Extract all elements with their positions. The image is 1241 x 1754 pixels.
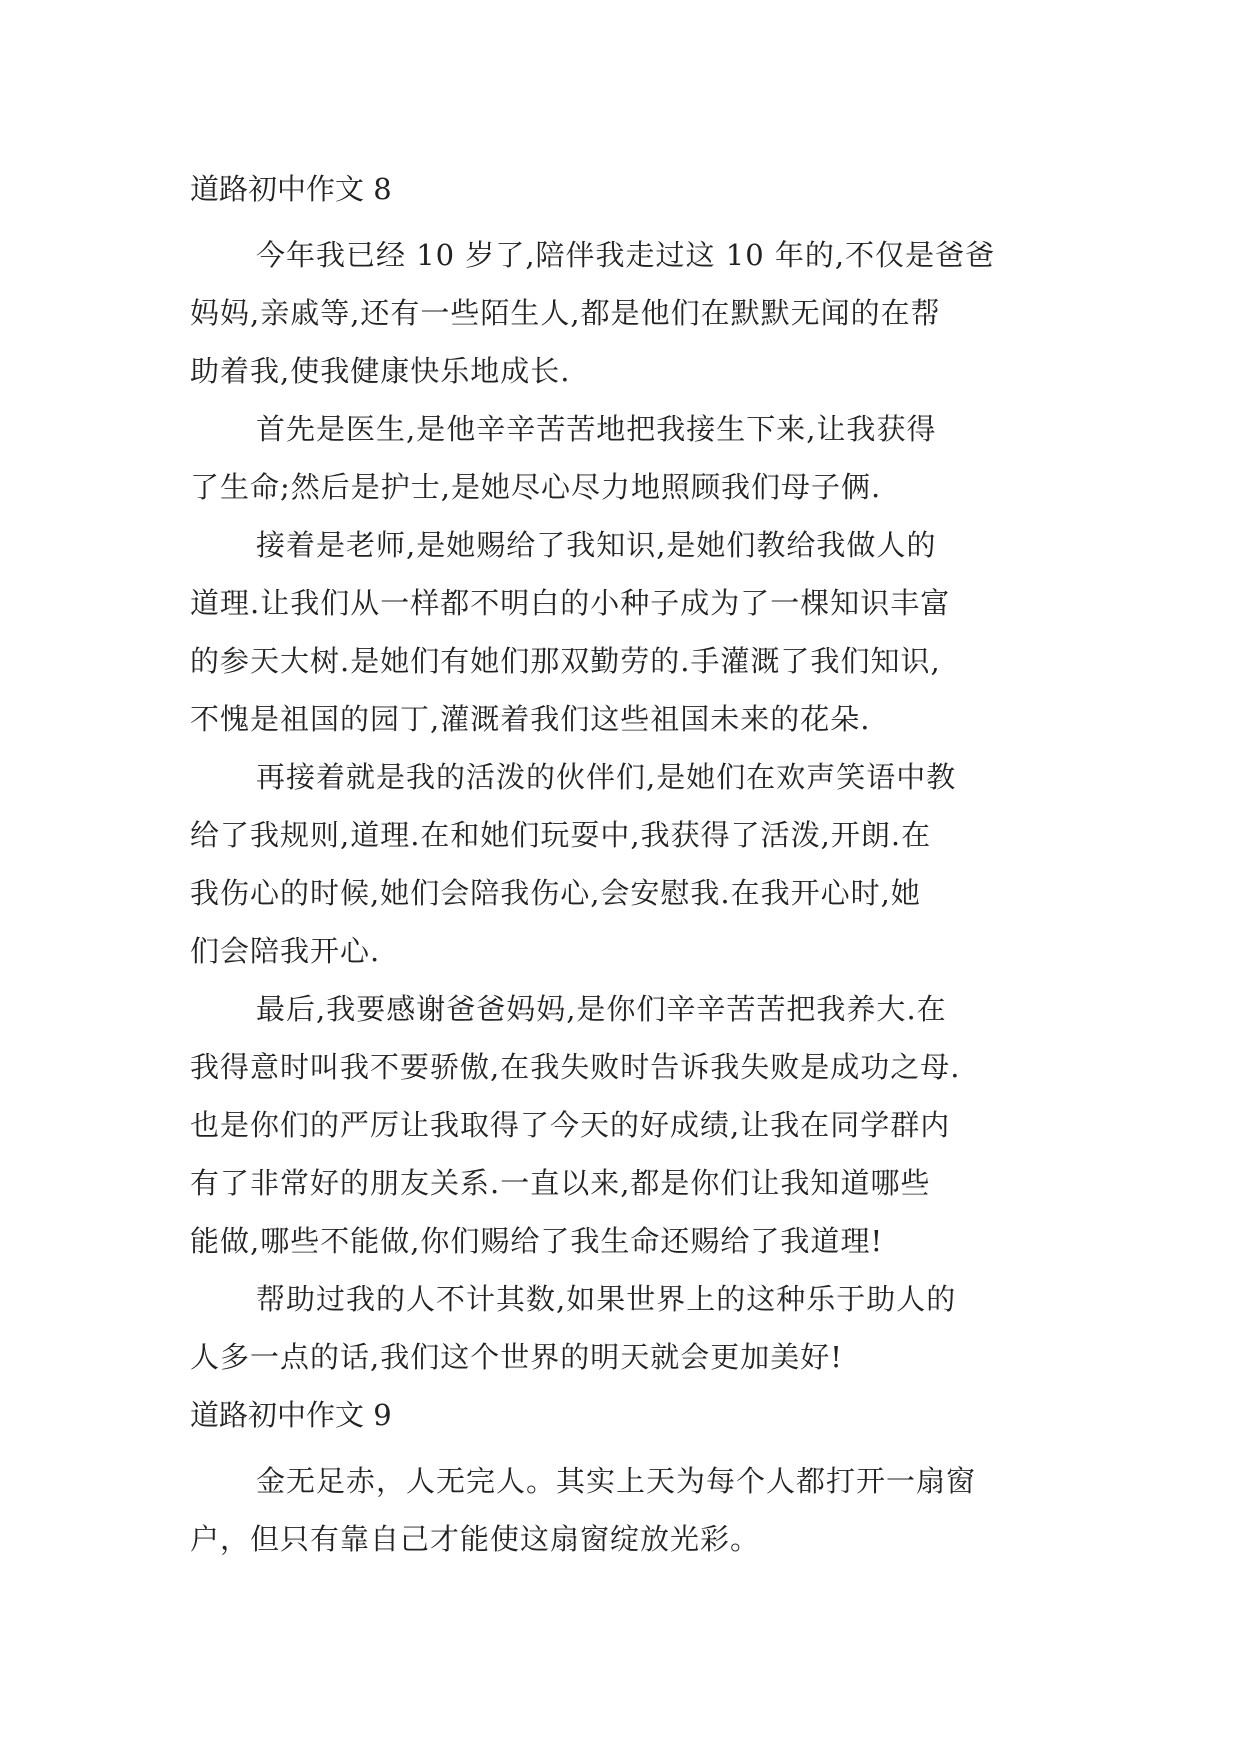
text-line: 妈妈,亲戚等,还有一些陌生人,都是他们在默默无闻的在帮 xyxy=(190,296,941,330)
document-page xyxy=(190,160,1050,1568)
text-line: 接着是老师,是她赐给了我知识,是她们教给我做人的 xyxy=(256,528,937,562)
paragraph xyxy=(190,980,1050,1270)
text-line: 我伤心的时候,她们会陪我伤心,会安慰我.在我开心时,她 xyxy=(190,876,921,910)
paragraph xyxy=(190,748,1050,980)
section-title: 道路初中作文 8 xyxy=(190,172,392,206)
text-line: 助着我,使我健康快乐地成长. xyxy=(190,354,571,388)
paragraph xyxy=(190,1452,1050,1568)
text-line: 了生命;然后是护士,是她尽心尽力地照顾我们母子俩. xyxy=(190,470,882,504)
paragraph xyxy=(190,516,1050,748)
text-line: 的参天大树.是她们有她们那双勤劳的.手灌溉了我们知识, xyxy=(190,644,941,678)
text-line: 人多一点的话,我们这个世界的明天就会更加美好! xyxy=(190,1340,843,1374)
section-title: 道路初中作文 9 xyxy=(190,1398,392,1432)
text-line: 今年我已经 10 岁了,陪伴我走过这 10 年的,不仅是爸爸 xyxy=(256,238,996,272)
text-line: 帮助过我的人不计其数,如果世界上的这种乐于助人的 xyxy=(256,1282,957,1316)
section-8 xyxy=(190,160,1050,1386)
text-line: 们会陪我开心. xyxy=(190,934,381,968)
paragraph xyxy=(190,1270,1050,1386)
text-line: 最后,我要感谢爸爸妈妈,是你们辛辛苦苦把我养大.在 xyxy=(256,992,947,1026)
paragraph xyxy=(190,226,1050,400)
text-line: 我得意时叫我不要骄傲,在我失败时告诉我失败是成功之母. xyxy=(190,1050,961,1084)
text-line: 金无足赤，人无完人。其实上天为每个人都打开一扇窗 xyxy=(256,1464,977,1498)
text-line: 再接着就是我的活泼的伙伴们,是她们在欢声笑语中教 xyxy=(256,760,957,794)
text-line: 户，但只有靠自己才能使这扇窗绽放光彩。 xyxy=(190,1522,761,1556)
text-line: 有了非常好的朋友关系.一直以来,都是你们让我知道哪些 xyxy=(190,1166,931,1200)
paragraph xyxy=(190,400,1050,516)
text-line: 不愧是祖国的园丁,灌溉着我们这些祖国未来的花朵. xyxy=(190,702,871,736)
text-line: 能做,哪些不能做,你们赐给了我生命还赐给了我道理! xyxy=(190,1224,884,1258)
text-line: 道理.让我们从一样都不明白的小种子成为了一棵知识丰富 xyxy=(190,586,951,620)
text-line: 首先是医生,是他辛辛苦苦地把我接生下来,让我获得 xyxy=(256,412,937,446)
text-line: 也是你们的严厉让我取得了今天的好成绩,让我在同学群内 xyxy=(190,1108,951,1142)
text-line: 给了我规则,道理.在和她们玩耍中,我获得了活泼,开朗.在 xyxy=(190,818,932,852)
section-9 xyxy=(190,1386,1050,1568)
